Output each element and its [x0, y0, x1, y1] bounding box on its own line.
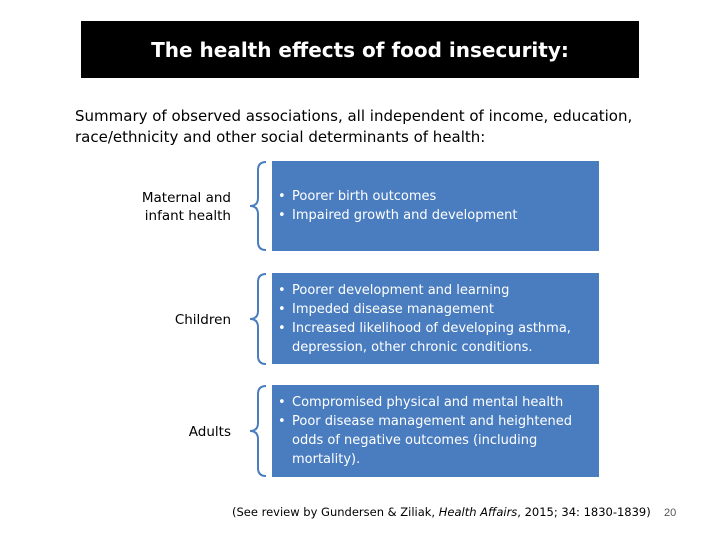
citation-journal: Health Affairs: [438, 505, 518, 519]
bullet-item: • Poor disease management and heightened odds of negative outcomes (including mortality).: [278, 412, 593, 469]
title-bar: [81, 21, 639, 78]
group-label-adults: [121, 423, 231, 441]
bullet-item: • Compromised physical and mental health: [278, 393, 593, 412]
group-label-line: Adults: [188, 424, 231, 440]
box-children: [272, 273, 599, 364]
group-label-line: Children: [174, 312, 231, 328]
brace-adults: [246, 384, 268, 478]
brace-children: [246, 272, 268, 366]
brace-maternal: [246, 160, 268, 252]
bullet-item: • Poorer development and learning: [278, 281, 593, 300]
bullet-item: • Impeded disease management: [278, 300, 593, 319]
citation-suffix: , 2015; 34: 1830-1839): [517, 505, 651, 519]
group-label-line: Maternal and: [141, 190, 231, 206]
box-maternal: [272, 161, 599, 251]
bullet-list: [278, 281, 593, 357]
group-label-maternal: [121, 189, 231, 225]
citation: [232, 505, 651, 519]
slide-title: The health effects of food insecurity:: [151, 37, 569, 62]
group-label-line: infant health: [144, 208, 231, 224]
bullet-item: • Poorer birth outcomes: [278, 187, 593, 206]
citation-prefix: (See review by Gundersen & Ziliak,: [232, 505, 439, 519]
box-adults: [272, 385, 599, 477]
page-number: 20: [664, 507, 677, 519]
summary-text: Summary of observed associations, all independent of income, education, race/ethnicity and other social determinants of health:: [75, 107, 633, 146]
bullet-item: • Increased likelihood of developing asthma, depression, other chronic conditions.: [278, 319, 593, 357]
bullet-list: [278, 187, 593, 225]
bullet-list: [278, 393, 593, 469]
group-label-children: [121, 311, 231, 329]
bullet-item: • Impaired growth and development: [278, 206, 593, 225]
